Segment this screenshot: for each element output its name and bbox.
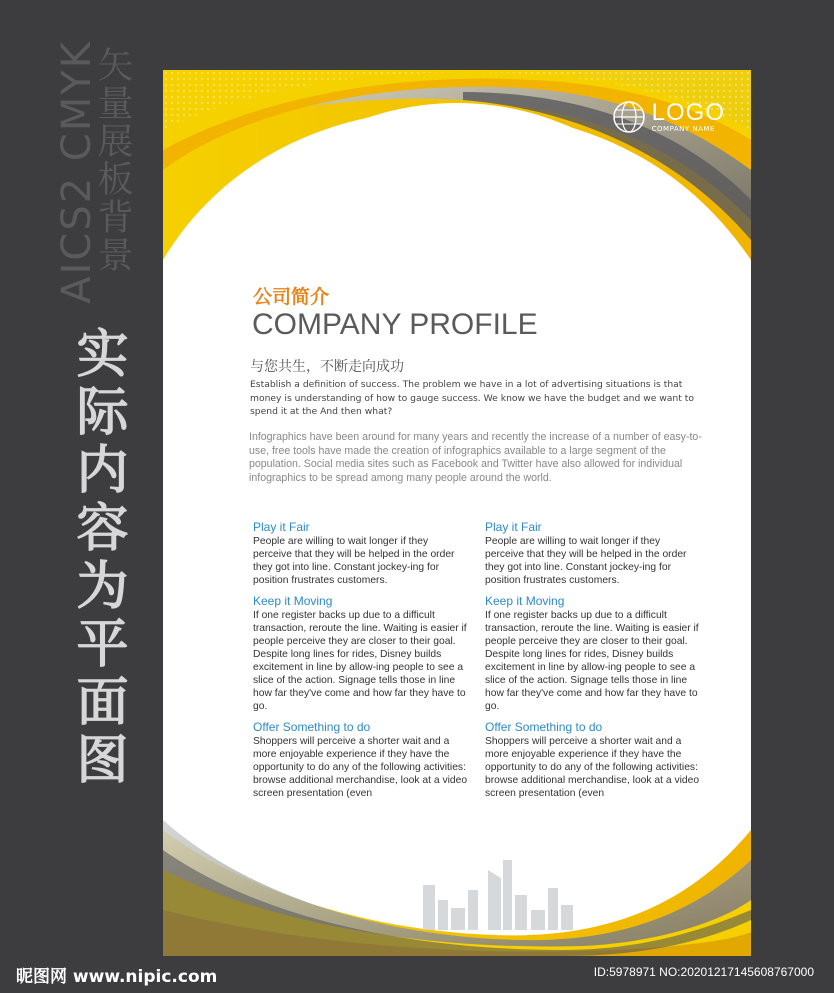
watermark-site: 昵图网 www.nipic.com — [16, 967, 218, 987]
company-name: COMPANY NAME — [651, 125, 715, 133]
section — [253, 720, 468, 800]
globe-icon — [612, 100, 646, 134]
section-title: Offer Something to do — [485, 720, 603, 734]
section-body: Shoppers will perceive a shorter wait and a more enjoyable experience if they have the opportunity to do any of the following activities: browse additional merchandise, look at a video screen presentation (even — [485, 736, 700, 799]
logo-text: LOGO — [651, 99, 725, 126]
page-title: COMPANY PROFILE — [252, 308, 538, 341]
section-title: Offer Something to do — [253, 720, 371, 734]
section-title: Keep it Moving — [485, 594, 565, 608]
side-vertical-text: AICS2 CMYK — [54, 40, 100, 304]
logo — [612, 100, 725, 134]
poster-decoration — [163, 70, 751, 956]
section — [485, 520, 700, 587]
section — [253, 594, 468, 713]
side-vertical-cn-note: 实际内容为平面图 — [67, 326, 127, 790]
slogan: 与您共生，不断走向成功 — [250, 359, 404, 375]
section-body: People are willing to wait longer if they perceive that they will be helped in the order they got into line. Constant jockey-ing for position frustrates customers. — [253, 536, 455, 586]
section-title: Keep it Moving — [253, 594, 333, 608]
left-column — [253, 520, 468, 807]
side-vertical-cn-label: 矢量展板背景 — [92, 46, 133, 274]
section-title: Play it Fair — [485, 520, 542, 534]
watermark-id: ID:5978971 NO:20201217145608767000 — [593, 965, 814, 979]
section-body: If one register backs up due to a difficult transaction, reroute the line. Waiting is easier if people perceive they are closer to their goal. Despite long lines for rides, Disney builds excitement in line by allow-ing people to see a slice of the action. Signage tells those in line how far they've come and how far they have to go. — [485, 610, 699, 712]
section — [485, 720, 700, 800]
section-body: Shoppers will perceive a shorter wait and a more enjoyable experience if they have the opportunity to do any of the following activities: browse additional merchandise, look at a video screen presentation (even — [253, 736, 468, 799]
cn-title: 公司简介 — [253, 286, 330, 308]
poster — [163, 70, 751, 956]
section — [485, 594, 700, 713]
section — [253, 520, 468, 587]
section-body: If one register backs up due to a difficult transaction, reroute the line. Waiting is easier if people perceive they are closer to their goal. Despite long lines for rides, Disney builds excitement in line by allow-ing people to see a slice of the action. Signage tells those in line how far they've come and how far they have to go. — [253, 610, 467, 712]
intro-paragraph: Establish a definition of success. The problem we have in a lot of advertising situations is that money is understanding of how to gauge success. We know we have the budget and we want to spend it at the And then what? — [250, 379, 695, 417]
infographics-paragraph: Infographics have been around for many years and recently the increase of a number of easy-to-use, free tools have made the creation of infographics available to a large segment of the population. Social media sites such as Facebook and Twitter have also allowed for individual infographics to be spread among many people around the world. — [249, 431, 702, 484]
section-title: Play it Fair — [253, 520, 310, 534]
right-column — [485, 520, 700, 807]
section-body: People are willing to wait longer if they perceive that they will be helped in the order they got into line. Constant jockey-ing for position frustrates customers. — [485, 536, 687, 586]
